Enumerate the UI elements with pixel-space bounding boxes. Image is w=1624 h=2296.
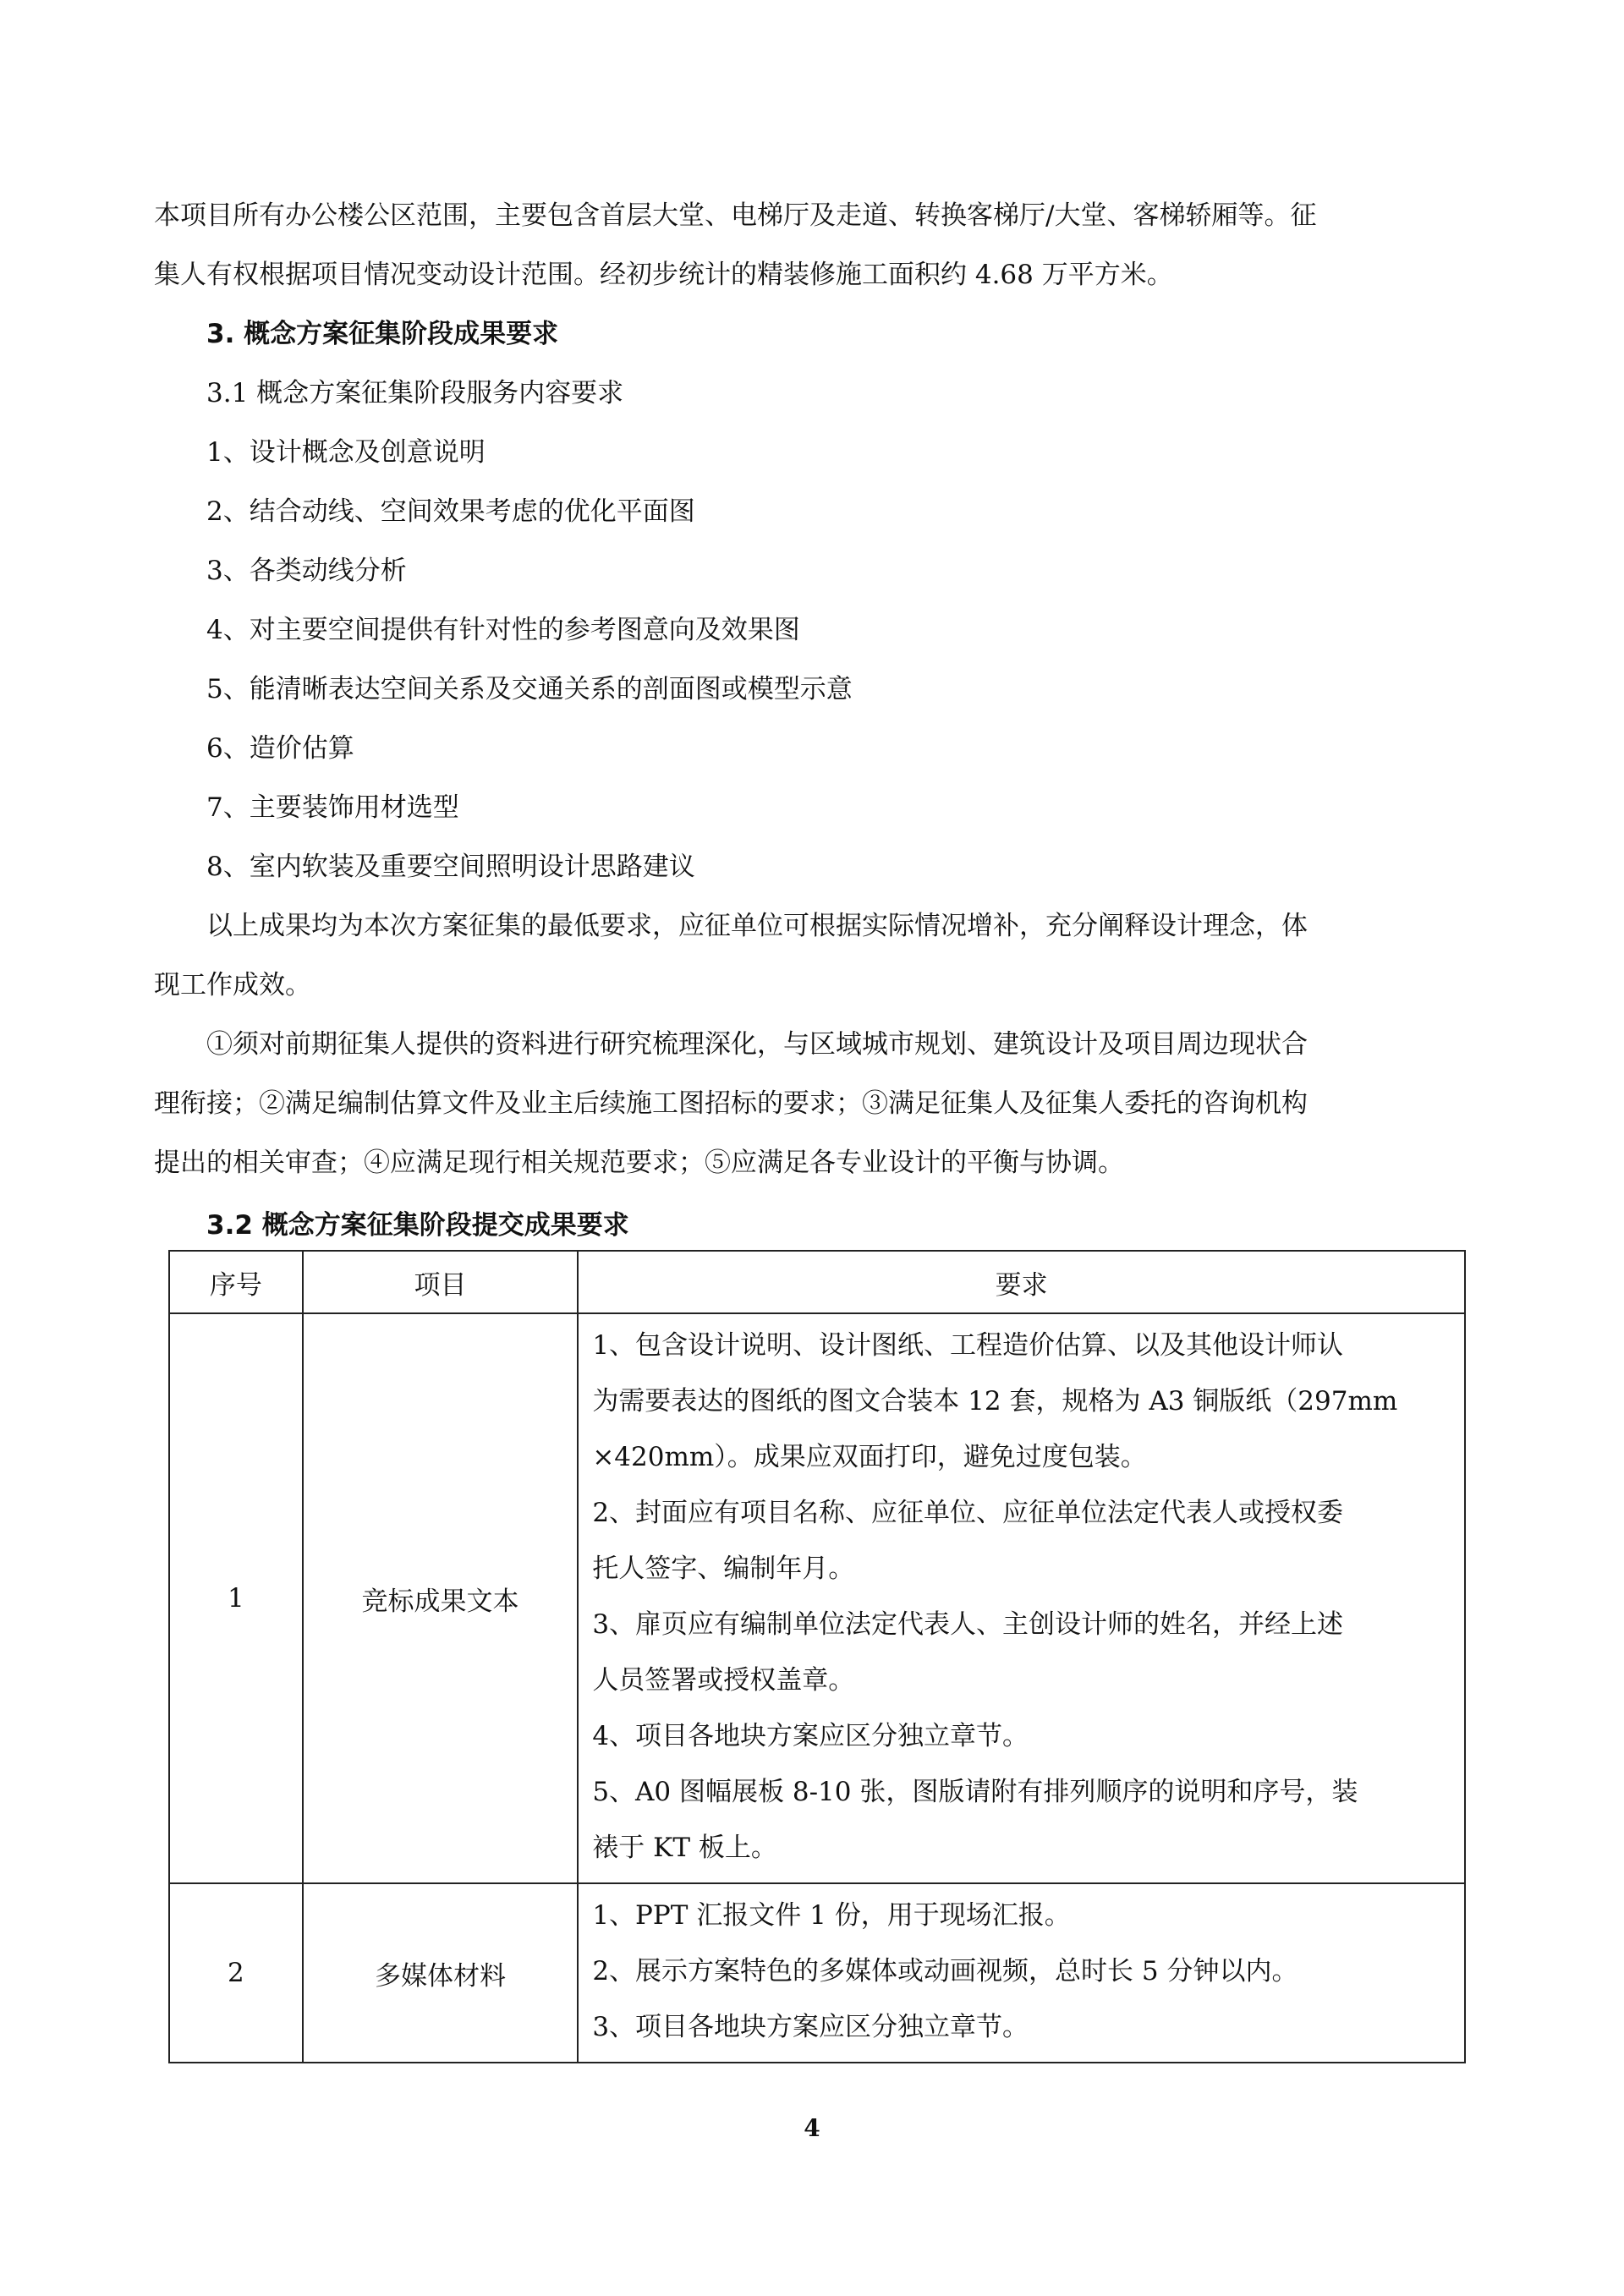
- row-item: 多媒体材料: [303, 1883, 579, 2063]
- row-requirements: [578, 1883, 1465, 2063]
- service-item: 7、主要装饰用材选型: [206, 792, 459, 823]
- table-header-row: [169, 1251, 1465, 1313]
- notes-line-3: 提出的相关审查；④应满足现行相关规范要求；⑤应满足各专业设计的平衡与协调。: [154, 1148, 1124, 1178]
- table-row: [169, 1313, 1465, 1883]
- section-3-2-title: 3.2 概念方案征集阶段提交成果要求: [206, 1210, 629, 1241]
- requirement-line: 2、封面应有项目名称、应征单位、应征单位法定代表人或授权委: [592, 1498, 1344, 1528]
- section-3-heading: 3. 概念方案征集阶段成果要求: [206, 319, 559, 349]
- summary-line-1: 以上成果均为本次方案征集的最低要求，应征单位可根据实际情况增补，充分阐释设计理念，体: [206, 911, 1308, 941]
- summary-line-2: 现工作成效。: [154, 970, 311, 1000]
- service-item: 6、造价估算: [206, 733, 354, 764]
- deliverables-table: [168, 1250, 1466, 2063]
- service-item: 4、对主要空间提供有针对性的参考图意向及效果图: [206, 615, 800, 645]
- requirement-line: 3、扉页应有编制单位法定代表人、主创设计师的姓名，并经上述: [592, 1609, 1344, 1640]
- requirement-line: 1、PPT 汇报文件 1 份，用于现场汇报。: [592, 1900, 1071, 1931]
- notes-line-1: ①须对前期征集人提供的资料进行研究梳理深化，与区域城市规划、建筑设计及项目周边现状合: [206, 1029, 1308, 1060]
- header-requirement: 要求: [578, 1251, 1465, 1313]
- row-item: 竞标成果文本: [303, 1313, 579, 1883]
- row-no: 1: [169, 1313, 303, 1883]
- requirement-line: 裱于 KT 板上。: [592, 1833, 777, 1863]
- requirement-line: 2、展示方案特色的多媒体或动画视频，总时长 5 分钟以内。: [592, 1956, 1298, 1986]
- service-item: 5、能清晰表达空间关系及交通关系的剖面图或模型示意: [206, 674, 853, 704]
- row-requirements: [578, 1313, 1465, 1883]
- header-no: 序号: [169, 1251, 303, 1313]
- service-item: 8、室内软装及重要空间照明设计思路建议: [206, 852, 695, 882]
- requirement-line: 托人签字、编制年月。: [592, 1553, 855, 1584]
- service-item: 2、结合动线、空间效果考虑的优化平面图: [206, 496, 695, 527]
- service-item: 3、各类动线分析: [206, 556, 407, 586]
- requirement-line: 为需要表达的图纸的图文合装本 12 套，规格为 A3 铜版纸（297mm: [592, 1386, 1398, 1417]
- intro-line-2: 集人有权根据项目情况变动设计范围。经初步统计的精装修施工面积约 4.68 万平方米。: [154, 260, 1173, 290]
- body-text: [154, 186, 1473, 1255]
- page-number: 4: [804, 2114, 820, 2142]
- requirement-line: 1、包含设计说明、设计图纸、工程造价估算、以及其他设计师认: [592, 1330, 1344, 1361]
- service-item: 1、设计概念及创意说明: [206, 437, 486, 468]
- row-no: 2: [169, 1883, 303, 2063]
- requirement-line: 3、项目各地块方案应区分独立章节。: [592, 2012, 1029, 2042]
- section-3-1-title: 3.1 概念方案征集阶段服务内容要求: [206, 378, 624, 408]
- requirement-line: ×420mm）。成果应双面打印，避免过度包装。: [592, 1442, 1147, 1472]
- notes-line-2: 理衔接；②满足编制估算文件及业主后续施工图招标的要求；③满足征集人及征集人委托的咨询机构: [154, 1088, 1308, 1119]
- requirement-line: 4、项目各地块方案应区分独立章节。: [592, 1721, 1029, 1751]
- intro-line-1: 本项目所有办公楼公区范围，主要包含首层大堂、电梯厅及走道、转换客梯厅/大堂、客梯轿厢等。征: [154, 200, 1317, 231]
- table-row: [169, 1883, 1465, 2063]
- header-item: 项目: [303, 1251, 579, 1313]
- requirement-line: 人员签署或授权盖章。: [592, 1665, 855, 1696]
- requirement-line: 5、A0 图幅展板 8-10 张，图版请附有排列顺序的说明和序号，装: [592, 1777, 1358, 1807]
